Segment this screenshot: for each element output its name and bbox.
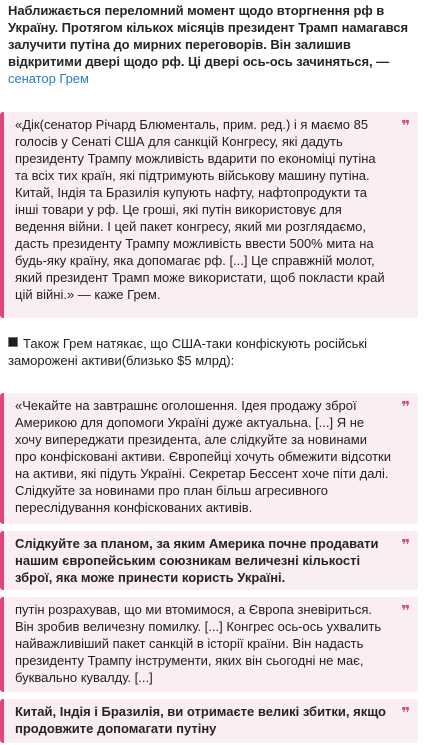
quote-text-3: Слідкуйте за планом, за яким Америка почне продавати нашим європейським союзникам величезні кількості зброї, яка може принести користь Україні. — [15, 536, 379, 585]
quote-mark-icon: ❞ — [401, 536, 410, 554]
lead-paragraph — [8, 2, 412, 87]
quote-mark-icon: ❞ — [401, 117, 410, 135]
quote-block-1 — [0, 112, 418, 318]
senator-graham-link[interactable]: сенатор Грем — [8, 71, 89, 86]
quote-block-2 — [0, 393, 418, 524]
quote-block-5 — [0, 699, 418, 743]
lead-dash: — — [372, 54, 390, 69]
quote-text-4: путін розрахував, що ми втомимося, а Європа зневіриться. Він зробив величезну помилку. [...] Конгрес ось-ось ухвалить найважливіший пакет санкцій в історії країни. Він надасть президенту Трампу інструменти, яких він сьогодні не має, буквально кувалду. [...] — [15, 602, 382, 685]
lead-text: Наближається переломний момент щодо вторгнення рф в Україну. Протягом кількох місяців президент Трамп намагався залучити путіна до мирних переговорів. Він залишив відкритими двері щодо рф. Ці двері ось-ось зачиняться, — [8, 3, 409, 69]
quote-block-4 — [0, 597, 418, 692]
quote-mark-icon: ❞ — [401, 704, 410, 722]
black-square-icon — [8, 337, 18, 347]
quote-text-1: «Дік(сенатор Річард Блюменталь, прим. ред.) і я маємо 85 голосів у Сенаті США для санкцій Конгресу, які дадуть президенту Трампу можливість вдарити по економіці путіна та всіх тих країн, які підтримують військову машину путіна. Китай, Індія та Бразилія купують нафту, нафтопродукти та інші товари у рф. Це гроші, які путін використовує для ведення війни. І цей пакет конгресу, який ми розглядаємо, дасть президенту Трампу можливість ввести 500% мита на будь-яку країну, яка допомагає рф. [...] Це справжній молот, який президент Трамп може використати, щоб покласти край цій війні.» — каже Грем. — [15, 117, 385, 302]
quote-text-5: Китай, Індія і Бразилія, ви отримаєте великі збитки, якщо продовжите допомагати путіну — [15, 704, 386, 736]
quote-mark-icon: ❞ — [401, 398, 410, 416]
quote-block-3 — [0, 531, 418, 590]
paragraph-assets — [8, 335, 412, 369]
quote-mark-icon: ❞ — [401, 602, 410, 620]
paragraph-assets-text: Також Грем натякає, що США-таки конфіскують російські заморожені активи(близько $5 млрд): — [8, 336, 368, 368]
quote-text-2: «Чекайте на завтрашнє оголошення. Ідея продажу зброї Америкою для допомоги Україні дуже актуальна. [...] Я не хочу випереджати президента, але слідкуйте за новинами про конфісковані активи. Європейці хочуть обмежити відсотки на активи, які підуть Україні. Секретар Бессент хоче піти далі. Слідкуйте за новинами про план більш агресивного переслідування конфіскованих активів. — [15, 398, 392, 515]
